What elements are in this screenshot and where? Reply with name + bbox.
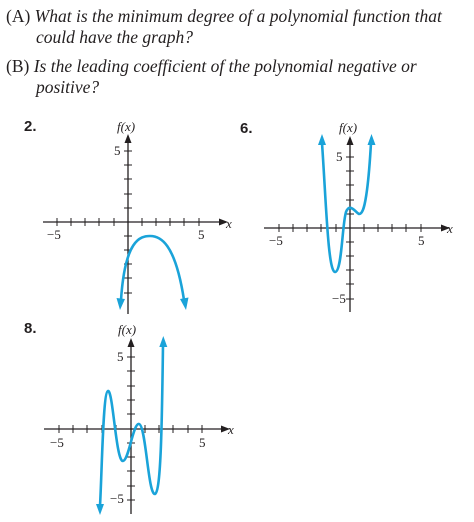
graph-2-y-axis-arrow: [125, 134, 132, 143]
graph-2-ytick-5: 5: [114, 143, 121, 158]
question-b-text-line1: Is the leading coefficient of the polynomial negative or: [33, 56, 417, 76]
graph-6-xtick-5: 5: [418, 233, 425, 248]
graph-8-xtick-neg5: −5: [50, 435, 64, 450]
graph-2-xtick-neg5: −5: [47, 227, 61, 242]
graph-8-x-label: x: [228, 422, 234, 437]
question-a-text-line1: What is the minimum degree of a polynomial function that: [34, 6, 442, 26]
graph-6-x-label: x: [447, 221, 453, 236]
graph-6-curve: [322, 143, 371, 272]
problem-6-number: 6.: [240, 120, 253, 137]
graph-8-xtick-5: 5: [199, 435, 206, 450]
graph-2-xtick-5: 5: [198, 227, 205, 242]
graph-6-y-label: f(x): [339, 120, 358, 135]
graph-6-ytick-neg5: −5: [332, 291, 346, 306]
graph-6-ytick-5: 5: [336, 149, 343, 164]
graph-2: [43, 119, 232, 314]
question-b-tag: (B): [6, 56, 30, 76]
graph-8-curve-right-arrow: [159, 336, 167, 347]
graph-6: [264, 120, 453, 312]
graph-6-xtick-neg5: −5: [269, 233, 283, 248]
graph-8-y-axis-arrow: [128, 338, 135, 347]
graph-8-ytick-5: 5: [117, 349, 124, 364]
graph-2-curve-right-arrow: [180, 298, 189, 311]
problem-8-number: 8.: [24, 320, 37, 337]
graph-6-curve-left-arrow: [318, 134, 326, 145]
graph-8-ytick-neg5: −5: [110, 491, 124, 506]
question-a-text-line2: could have the graph?: [36, 27, 193, 47]
graph-6-y-axis-arrow: [347, 136, 354, 145]
graph-8: [44, 322, 234, 515]
question-b-text-line2: positive?: [36, 77, 100, 97]
graph-2-x-label: x: [226, 216, 232, 231]
graph-2-y-label: f(x): [117, 119, 136, 134]
question-a-tag: (A): [6, 6, 31, 26]
graph-8-curve-left-arrow: [96, 504, 104, 515]
graph-8-y-label: f(x): [118, 322, 137, 337]
graph-6-curve-right-arrow: [368, 134, 376, 145]
graph-2-curve-left-arrow: [117, 298, 126, 310]
problem-2-number: 2.: [24, 118, 37, 135]
graph-2-curve: [121, 236, 184, 300]
